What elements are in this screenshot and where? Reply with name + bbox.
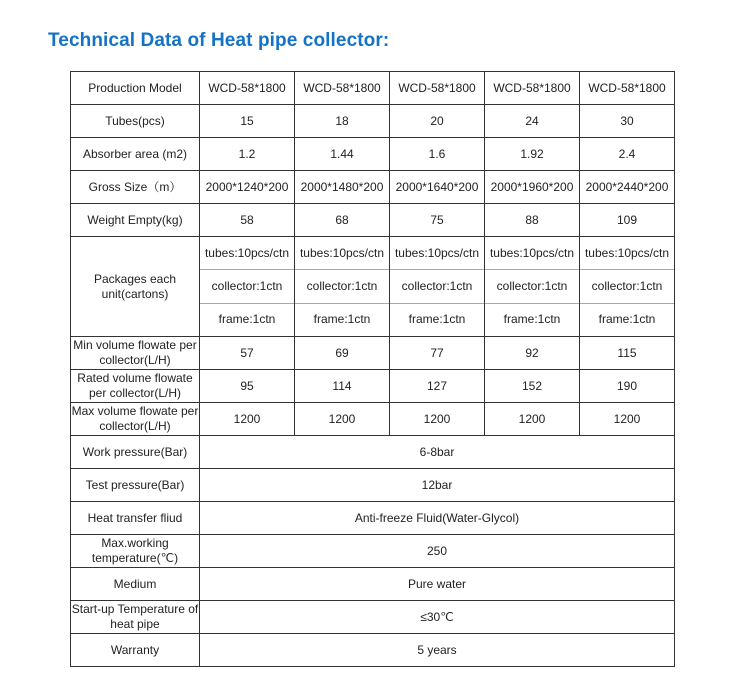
label-max-flow: Max volume flowate per collector(L/H) [71,403,200,436]
cell-min-flow-3: 77 [390,337,485,370]
cell-max-flow-1: 1200 [200,403,295,436]
label-medium: Medium [71,568,200,601]
cell-weight-4: 88 [485,204,580,237]
page-title: Technical Data of Heat pipe collector: [48,30,390,51]
label-startup-temperature: Start-up Temperature of heat pipe [71,601,200,634]
cell-max-flow-3: 1200 [390,403,485,436]
package-frame: frame:1ctn [598,312,656,327]
label-heat-transfer-fluid: Heat transfer fliud [71,502,200,535]
cell-packages-1 [200,237,295,337]
label-tubes: Tubes(pcs) [71,105,200,138]
package-collector: collector:1ctn [580,270,674,303]
row-max-working-temperature [71,535,675,568]
cell-packages-4 [485,237,580,337]
cell-weight-2: 68 [295,204,390,237]
cell-tubes-5: 30 [580,105,675,138]
cell-gross-1: 2000*1240*200 [200,171,295,204]
cell-rated-flow-3: 127 [390,370,485,403]
cell-gross-2: 2000*1480*200 [295,171,390,204]
row-startup-temperature [71,601,675,634]
package-collector: collector:1ctn [485,270,579,303]
cell-packages-2 [295,237,390,337]
cell-gross-4: 2000*1960*200 [485,171,580,204]
cell-rated-flow-2: 114 [295,370,390,403]
package-frame: frame:1ctn [218,312,276,327]
cell-packages-5 [580,237,675,337]
row-weight-empty [71,204,675,237]
row-rated-flow [71,370,675,403]
cell-absorber-4: 1.92 [485,138,580,171]
label-rated-flow: Rated volume flowate per collector(L/H) [71,370,200,403]
row-min-flow [71,337,675,370]
label-test-pressure: Test pressure(Bar) [71,469,200,502]
cell-weight-3: 75 [390,204,485,237]
cell-rated-flow-4: 152 [485,370,580,403]
cell-model-5: WCD-58*1800 [580,72,675,105]
cell-min-flow-1: 57 [200,337,295,370]
row-work-pressure [71,436,675,469]
package-tubes: tubes:10pcs/ctn [580,237,674,270]
package-frame: frame:1ctn [503,312,561,327]
cell-rated-flow-5: 190 [580,370,675,403]
cell-model-4: WCD-58*1800 [485,72,580,105]
package-collector: collector:1ctn [200,270,294,303]
cell-gross-5: 2000*2440*200 [580,171,675,204]
package-tubes: tubes:10pcs/ctn [200,237,294,270]
row-test-pressure [71,469,675,502]
cell-work-pressure: 6-8bar [200,436,675,469]
cell-absorber-1: 1.2 [200,138,295,171]
label-weight-empty: Weight Empty(kg) [71,204,200,237]
cell-tubes-1: 15 [200,105,295,138]
row-gross-size [71,171,675,204]
cell-gross-3: 2000*1640*200 [390,171,485,204]
cell-rated-flow-1: 95 [200,370,295,403]
cell-min-flow-5: 115 [580,337,675,370]
package-tubes: tubes:10pcs/ctn [295,237,389,270]
row-medium [71,568,675,601]
cell-tubes-2: 18 [295,105,390,138]
label-absorber-area: Absorber area (m2) [71,138,200,171]
cell-packages-3 [390,237,485,337]
cell-max-flow-4: 1200 [485,403,580,436]
cell-tubes-4: 24 [485,105,580,138]
cell-absorber-5: 2.4 [580,138,675,171]
row-warranty [71,634,675,667]
package-tubes: tubes:10pcs/ctn [390,237,484,270]
cell-max-working-temperature: 250 [200,535,675,568]
cell-warranty: 5 years [200,634,675,667]
cell-absorber-3: 1.6 [390,138,485,171]
cell-heat-transfer-fluid: Anti-freeze Fluid(Water-Glycol) [200,502,675,535]
cell-startup-temperature: ≤30℃ [200,601,675,634]
cell-weight-1: 58 [200,204,295,237]
package-collector: collector:1ctn [295,270,389,303]
label-work-pressure: Work pressure(Bar) [71,436,200,469]
label-min-flow: Min volume flowate per collector(L/H) [71,337,200,370]
cell-tubes-3: 20 [390,105,485,138]
cell-min-flow-2: 69 [295,337,390,370]
label-packages: Packages each unit(cartons) [71,237,200,337]
cell-absorber-2: 1.44 [295,138,390,171]
cell-model-2: WCD-58*1800 [295,72,390,105]
label-max-working-temperature: Max.working temperature(℃) [71,535,200,568]
package-frame: frame:1ctn [408,312,466,327]
row-heat-transfer-fluid [71,502,675,535]
technical-data-table [70,71,675,667]
row-production-model [71,72,675,105]
row-packages [71,237,675,337]
cell-model-1: WCD-58*1800 [200,72,295,105]
row-max-flow [71,403,675,436]
cell-medium: Pure water [200,568,675,601]
cell-weight-5: 109 [580,204,675,237]
cell-model-3: WCD-58*1800 [390,72,485,105]
label-warranty: Warranty [71,634,200,667]
row-tubes [71,105,675,138]
label-production-model: Production Model [71,72,200,105]
row-absorber-area [71,138,675,171]
cell-min-flow-4: 92 [485,337,580,370]
cell-max-flow-5: 1200 [580,403,675,436]
package-frame: frame:1ctn [313,312,371,327]
package-tubes: tubes:10pcs/ctn [485,237,579,270]
cell-max-flow-2: 1200 [295,403,390,436]
label-gross-size: Gross Size（m） [71,171,200,204]
cell-test-pressure: 12bar [200,469,675,502]
package-collector: collector:1ctn [390,270,484,303]
